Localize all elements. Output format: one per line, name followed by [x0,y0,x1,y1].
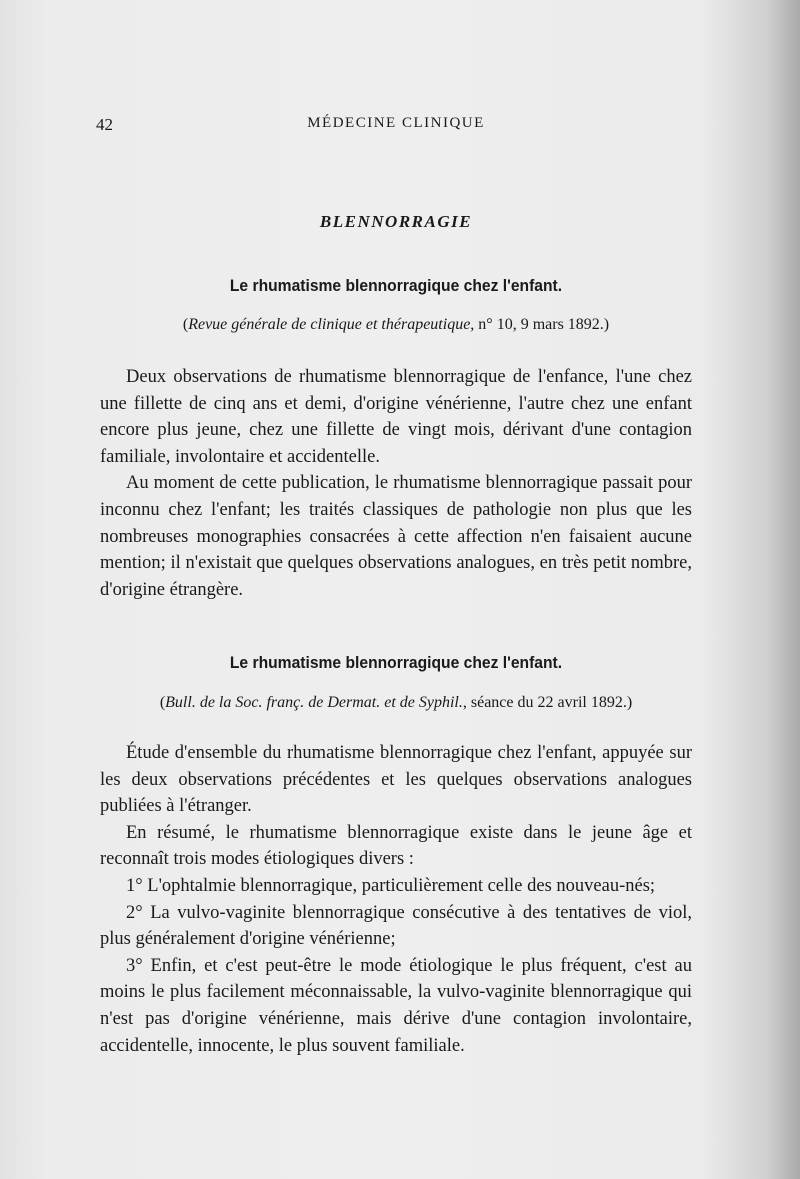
paragraph: En résumé, le rhumatisme blennorragique existe dans le jeune âge et reconnaît trois modes étiologiques divers : [100,822,692,870]
list-item: 3° Enfin, et c'est peut-être le mode étiologique le plus fréquent, c'est au moins le plus facilement méconnaissable, la vulvo-vaginite blennorragique qui n'est pas d'origine vénérienne, mais dérive d'une contagion involontaire, accidentelle, innocente, le plus souvent familiale. [100,955,692,1056]
page-header [96,115,696,139]
article-1-citation: (Revue générale de clinique et thérapeutique, n° 10, 9 mars 1892.) [182,316,610,333]
article-2-title: Le rhumatisme blennorragique chez l'enfant. [229,653,563,672]
article-2-journal: Bull. de la Soc. franç. de Dermat. et de Syphil. [165,694,463,711]
article-2-citation: (Bull. de la Soc. franç. de Dermat. et de Syphil., séance du 22 avril 1892.) [159,694,633,711]
article-1-body [100,364,692,603]
list-item: 1° L'ophtalmie blennorragique, particulièrement celle des nouveau-nés; [126,875,656,896]
list-item: 2° La vulvo-vaginite blennorragique consécutive à des tentatives de viol, plus généralement d'origine vénérienne; [100,902,692,950]
paragraph: Deux observations de rhumatisme blennorragique de l'enfance, l'une chez une fillette de cinq ans et demi, d'origine vénérienne, l'autre chez une enfant encore plus jeune, chez une fillette de vingt mois, dérivant d'une contagion familiale, involontaire et accidentelle. [100,367,692,467]
article-1-title: Le rhumatisme blennorragique chez l'enfant. [229,276,563,295]
article-2-body [100,740,692,1059]
running-title: MÉDECINE CLINIQUE [307,115,485,131]
paragraph: Étude d'ensemble du rhumatisme blennorragique chez l'enfant, appuyée sur les deux observations précédentes et les quelques observations analogues publiées à l'étranger. [100,743,692,817]
paragraph: Au moment de cette publication, le rhumatisme blennorragique passait pour inconnu chez l'enfant; les traités classiques de pathologie non plus que les nombreuses monographies consacrées à cette affection n'en faisaient aucune mention; il n'existait que quelques observations analogues, en très petit nombre, d'origine étrangère. [100,473,692,600]
article-1-journal: Revue générale de clinique et thérapeutique [188,316,471,333]
section-title: BLENNORRAGIE [319,212,473,231]
page-number: 42 [96,115,113,134]
